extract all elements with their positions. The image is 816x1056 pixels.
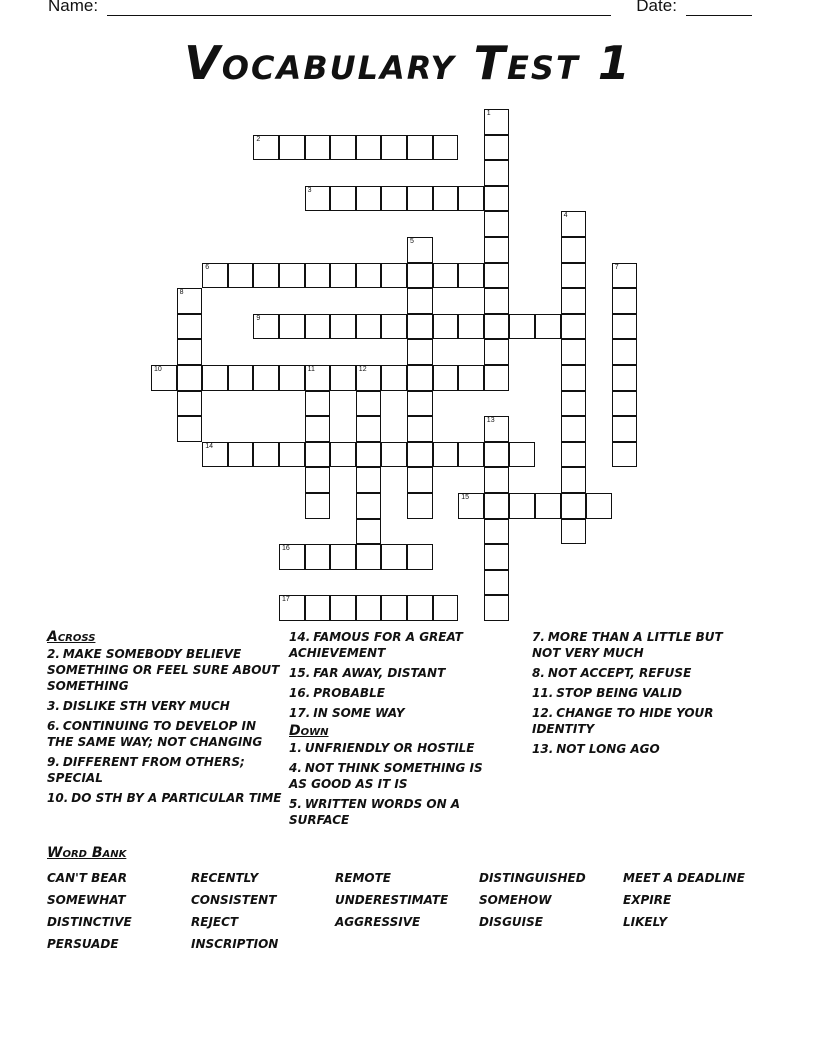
word-bank-item: DISTINCTIVE: [47, 915, 132, 929]
crossword-cell[interactable]: [612, 442, 638, 468]
name-line[interactable]: [107, 1, 611, 16]
crossword-cell[interactable]: [612, 314, 638, 340]
crossword-cell[interactable]: [177, 288, 203, 314]
crossword-cell[interactable]: [433, 263, 459, 289]
clue-text: NOT THINK SOMETHING IS AS GOOD AS IT IS: [289, 761, 483, 791]
crossword-cell[interactable]: [407, 263, 433, 289]
clue-number: 3.: [47, 699, 60, 713]
crossword-cell[interactable]: [253, 314, 279, 340]
crossword-cell[interactable]: [407, 544, 433, 570]
crossword-cell[interactable]: [407, 365, 433, 391]
crossword-cell[interactable]: [407, 186, 433, 212]
crossword-cell[interactable]: [509, 493, 535, 519]
clues-col-3: [532, 629, 747, 761]
clue-item: [289, 629, 494, 661]
crossword-cell[interactable]: [612, 263, 638, 289]
across-heading: Across: [47, 629, 96, 645]
word-bank-item: CAN'T BEAR: [47, 871, 128, 885]
word-bank-item: SOMEHOW: [479, 893, 552, 907]
word-bank-item: DISGUISE: [479, 915, 543, 929]
crossword-cell[interactable]: [484, 186, 510, 212]
crossword-cell[interactable]: [177, 391, 203, 417]
down-list-2: [532, 629, 747, 757]
clue-item: [289, 740, 494, 756]
crossword-cell[interactable]: [279, 442, 305, 468]
crossword-cell[interactable]: [561, 263, 587, 289]
crossword-cell[interactable]: [356, 314, 382, 340]
across-list-1: [47, 646, 283, 806]
crossword-cell[interactable]: [253, 263, 279, 289]
crossword-cell[interactable]: [561, 365, 587, 391]
crossword-cell[interactable]: [484, 467, 510, 493]
cell-number: 17: [282, 596, 290, 604]
down-list-1: [289, 740, 494, 828]
crossword-cell[interactable]: [381, 186, 407, 212]
crossword-cell[interactable]: [484, 493, 510, 519]
date-line[interactable]: [686, 1, 752, 16]
crossword-cell[interactable]: [484, 211, 510, 237]
crossword-cell[interactable]: [561, 211, 587, 237]
crossword-cell[interactable]: [612, 288, 638, 314]
crossword-cell[interactable]: [407, 493, 433, 519]
word-bank-item: LIKELY: [623, 915, 668, 929]
crossword-cell[interactable]: [279, 595, 305, 621]
clue-item: [47, 790, 283, 806]
word-bank-title: Word Bank: [47, 845, 127, 861]
clue-number: 7.: [532, 630, 545, 644]
crossword-cell[interactable]: [484, 288, 510, 314]
clue-text: DISLIKE STH VERY MUCH: [62, 699, 230, 713]
crossword-cell[interactable]: [279, 135, 305, 161]
word-bank-item: SOMEWHAT: [47, 893, 126, 907]
clue-number: 5.: [289, 797, 302, 811]
crossword-cell[interactable]: [330, 595, 356, 621]
clue-text: MORE THAN A LITTLE BUT NOT VERY MUCH: [532, 630, 723, 660]
cell-number: 7: [614, 263, 619, 271]
crossword-cell[interactable]: [458, 365, 484, 391]
crossword-cell[interactable]: [330, 544, 356, 570]
crossword-cell[interactable]: [356, 391, 382, 417]
crossword-cell[interactable]: [253, 135, 279, 161]
crossword-cell[interactable]: [253, 365, 279, 391]
crossword-cell[interactable]: [330, 314, 356, 340]
crossword-cell[interactable]: [407, 442, 433, 468]
crossword-cell[interactable]: [151, 365, 177, 391]
crossword-cell[interactable]: [484, 416, 510, 442]
crossword-cell[interactable]: [535, 314, 561, 340]
clue-number: 11.: [532, 686, 554, 700]
crossword-cell[interactable]: [356, 135, 382, 161]
clue-number: 9.: [47, 755, 60, 769]
clue-number: 12.: [532, 706, 554, 720]
crossword-cell[interactable]: [356, 493, 382, 519]
crossword-cell[interactable]: [484, 570, 510, 596]
crossword-cell[interactable]: [356, 467, 382, 493]
clues-col-1: [47, 629, 283, 810]
crossword-cell[interactable]: [356, 519, 382, 545]
clue-text: CONTINUING TO DEVELOP IN THE SAME WAY; NOT CHANGING: [47, 719, 263, 749]
cell-number: 11: [307, 366, 315, 373]
crossword-cell[interactable]: [356, 544, 382, 570]
cell-number: 5: [410, 238, 414, 245]
crossword-cell[interactable]: [561, 416, 587, 442]
crossword-cell[interactable]: [279, 365, 305, 391]
crossword-cell[interactable]: [561, 493, 587, 519]
crossword-cell[interactable]: [407, 339, 433, 365]
crossword-cell[interactable]: [228, 442, 254, 468]
cell-number: 16: [282, 545, 290, 553]
crossword-cell[interactable]: [484, 109, 510, 135]
crossword-cell[interactable]: [177, 339, 203, 365]
clue-text: NOT LONG AGO: [556, 742, 660, 756]
crossword-cell[interactable]: [381, 544, 407, 570]
crossword-cell[interactable]: [484, 339, 510, 365]
cell-number: 9: [256, 314, 261, 322]
clue-text: DO STH BY A PARTICULAR TIME: [71, 791, 282, 805]
crossword-cell[interactable]: [433, 135, 459, 161]
crossword-cell[interactable]: [484, 135, 510, 161]
cell-number: 4: [563, 212, 568, 220]
crossword-cell[interactable]: [305, 263, 331, 289]
across-list-2: [289, 629, 494, 721]
crossword-cell[interactable]: [228, 365, 254, 391]
clue-number: 6.: [47, 719, 60, 733]
clue-text: FAMOUS FOR A GREAT ACHIEVEMENT: [289, 630, 463, 660]
cell-number: 2: [256, 135, 261, 143]
clue-number: 10.: [47, 791, 69, 805]
crossword-cell[interactable]: [356, 442, 382, 468]
crossword-cell[interactable]: [356, 595, 382, 621]
crossword-cell[interactable]: [433, 314, 459, 340]
clue-text: WRITTEN WORDS ON A SURFACE: [289, 797, 461, 827]
word-bank-item: MEET A DEADLINE: [623, 871, 745, 885]
crossword-cell[interactable]: [484, 365, 510, 391]
crossword-cell[interactable]: [612, 339, 638, 365]
date-label: Date:: [636, 0, 677, 15]
cell-number: 13: [486, 417, 495, 425]
crossword-cell[interactable]: [305, 365, 331, 391]
crossword-cell[interactable]: [484, 519, 510, 545]
crossword-cell[interactable]: [458, 493, 484, 519]
crossword-cell[interactable]: [330, 365, 356, 391]
clue-item: [532, 705, 747, 737]
cell-number: 6: [205, 263, 210, 271]
crossword-cell[interactable]: [356, 416, 382, 442]
crossword-cell[interactable]: [561, 519, 587, 545]
cell-number: 10: [154, 366, 162, 373]
clue-item: [532, 665, 747, 681]
word-bank-item: REMOTE: [335, 871, 391, 885]
clue-number: 1.: [289, 741, 302, 755]
cell-number: 8: [179, 289, 184, 297]
crossword-cell[interactable]: [484, 314, 510, 340]
crossword-cell[interactable]: [381, 595, 407, 621]
clue-number: 14.: [289, 630, 311, 644]
clue-item: [289, 760, 494, 792]
crossword-cell[interactable]: [381, 442, 407, 468]
crossword-cell[interactable]: [433, 186, 459, 212]
word-bank: [47, 870, 787, 952]
word-bank-item: EXPIRE: [623, 893, 672, 907]
crossword-cell[interactable]: [561, 314, 587, 340]
crossword-cell[interactable]: [202, 365, 228, 391]
word-bank-item: AGGRESSIVE: [335, 915, 421, 929]
cell-number: 3: [307, 186, 312, 194]
clue-text: STOP BEING VALID: [556, 686, 682, 700]
clue-text: IN SOME WAY: [313, 706, 405, 720]
clues-col-2: [289, 629, 494, 832]
word-bank-item: INSCRIPTION: [191, 937, 279, 951]
crossword-cell[interactable]: [407, 595, 433, 621]
crossword-cell[interactable]: [484, 544, 510, 570]
crossword-cell[interactable]: [356, 365, 382, 391]
crossword-cell[interactable]: [561, 339, 587, 365]
word-bank-item: REJECT: [191, 915, 239, 929]
crossword-cell[interactable]: [407, 135, 433, 161]
crossword-cell[interactable]: [305, 314, 331, 340]
word-bank-item: RECENTLY: [191, 871, 259, 885]
crossword-cell[interactable]: [407, 467, 433, 493]
crossword-cell[interactable]: [561, 237, 587, 263]
crossword-cell[interactable]: [330, 186, 356, 212]
clue-item: [289, 705, 494, 721]
crossword-cell[interactable]: [202, 442, 228, 468]
clue-text: UNFRIENDLY OR HOSTILE: [304, 741, 475, 755]
clue-item: [289, 665, 494, 681]
crossword-cell[interactable]: [305, 493, 331, 519]
crossword-cell[interactable]: [177, 365, 203, 391]
crossword-cell[interactable]: [484, 595, 510, 621]
crossword-cell[interactable]: [330, 135, 356, 161]
clue-item: [47, 698, 283, 714]
crossword-cell[interactable]: [484, 160, 510, 186]
cell-number: 12: [358, 366, 367, 373]
crossword-cell[interactable]: [535, 493, 561, 519]
word-bank-item: DISTINGUISHED: [479, 871, 586, 885]
clue-item: [532, 685, 747, 701]
crossword-cell[interactable]: [458, 314, 484, 340]
crossword-cell[interactable]: [305, 595, 331, 621]
clue-number: 16.: [289, 686, 311, 700]
crossword-cell[interactable]: [381, 314, 407, 340]
crossword-cell[interactable]: [279, 544, 305, 570]
crossword-cell[interactable]: [407, 391, 433, 417]
crossword-cell[interactable]: [433, 595, 459, 621]
word-bank-item: UNDERESTIMATE: [335, 893, 449, 907]
clue-item: [289, 685, 494, 701]
crossword-cell[interactable]: [612, 416, 638, 442]
clue-text: MAKE SOMEBODY BELIEVE SOMETHING OR FEEL SURE ABOUT SOMETHING: [47, 647, 280, 693]
crossword-cell[interactable]: [407, 314, 433, 340]
clue-text: FAR AWAY, DISTANT: [313, 666, 446, 680]
crossword-cell[interactable]: [228, 263, 254, 289]
crossword-cell[interactable]: [407, 288, 433, 314]
crossword-cell[interactable]: [330, 442, 356, 468]
crossword-cell[interactable]: [484, 442, 510, 468]
name-label: Name:: [48, 0, 99, 15]
page-title: Vocabulary Test 1: [184, 36, 632, 90]
down-heading: Down: [289, 723, 329, 739]
clue-item: [532, 741, 747, 757]
crossword-cell[interactable]: [458, 263, 484, 289]
cell-number: 15: [461, 494, 469, 501]
crossword-cell[interactable]: [509, 314, 535, 340]
crossword-cell[interactable]: [279, 263, 305, 289]
crossword-cell[interactable]: [356, 263, 382, 289]
clue-text: DIFFERENT FROM OTHERS; SPECIAL: [47, 755, 245, 785]
cell-number: 14: [205, 442, 213, 450]
crossword-cell[interactable]: [177, 314, 203, 340]
crossword-cell[interactable]: [458, 442, 484, 468]
crossword-cell[interactable]: [330, 263, 356, 289]
crossword-cell[interactable]: [407, 237, 433, 263]
crossword-cell[interactable]: [561, 288, 587, 314]
clue-item: [289, 796, 494, 828]
crossword-cell[interactable]: [433, 442, 459, 468]
crossword-cell[interactable]: [305, 186, 331, 212]
clue-item: [47, 754, 283, 786]
clue-number: 8.: [532, 666, 545, 680]
crossword-cell[interactable]: [612, 391, 638, 417]
clue-text: CHANGE TO HIDE YOUR IDENTITY: [532, 706, 714, 736]
clue-text: NOT ACCEPT, REFUSE: [547, 666, 692, 680]
crossword-cell[interactable]: [253, 442, 279, 468]
clue-number: 13.: [532, 742, 554, 756]
crossword-cell[interactable]: [356, 186, 382, 212]
crossword-cell[interactable]: [484, 263, 510, 289]
crossword-cell[interactable]: [279, 314, 305, 340]
crossword-cell[interactable]: [561, 442, 587, 468]
name-date-header: [48, 0, 752, 16]
crossword-cell[interactable]: [305, 391, 331, 417]
clue-number: 4.: [289, 761, 302, 775]
clue-item: [47, 718, 283, 750]
crossword-cell[interactable]: [202, 263, 228, 289]
crossword-cell[interactable]: [433, 365, 459, 391]
crossword-cell[interactable]: [305, 544, 331, 570]
crossword-cell[interactable]: [381, 365, 407, 391]
crossword-cell[interactable]: [305, 135, 331, 161]
clue-number: 17.: [289, 706, 311, 720]
clue-item: [47, 646, 283, 694]
crossword-cell[interactable]: [305, 467, 331, 493]
crossword-cell[interactable]: [561, 391, 587, 417]
crossword-cell[interactable]: [458, 186, 484, 212]
crossword-cell[interactable]: [484, 237, 510, 263]
word-bank-item: CONSISTENT: [191, 893, 277, 907]
crossword-cell[interactable]: [612, 365, 638, 391]
clue-number: 2.: [47, 647, 60, 661]
crossword-cell[interactable]: [381, 135, 407, 161]
clue-text: PROBABLE: [313, 686, 385, 700]
clue-item: [532, 629, 747, 661]
word-bank-item: PERSUADE: [47, 937, 119, 951]
crossword-cell[interactable]: [381, 263, 407, 289]
clue-number: 15.: [289, 666, 311, 680]
crossword-cell[interactable]: [305, 416, 331, 442]
crossword-cell[interactable]: [561, 467, 587, 493]
crossword-cell[interactable]: [509, 442, 535, 468]
crossword-cell[interactable]: [305, 442, 331, 468]
crossword-cell[interactable]: [407, 416, 433, 442]
crossword-cell[interactable]: [177, 416, 203, 442]
crossword-cell[interactable]: [586, 493, 612, 519]
cell-number: 1: [486, 110, 491, 117]
